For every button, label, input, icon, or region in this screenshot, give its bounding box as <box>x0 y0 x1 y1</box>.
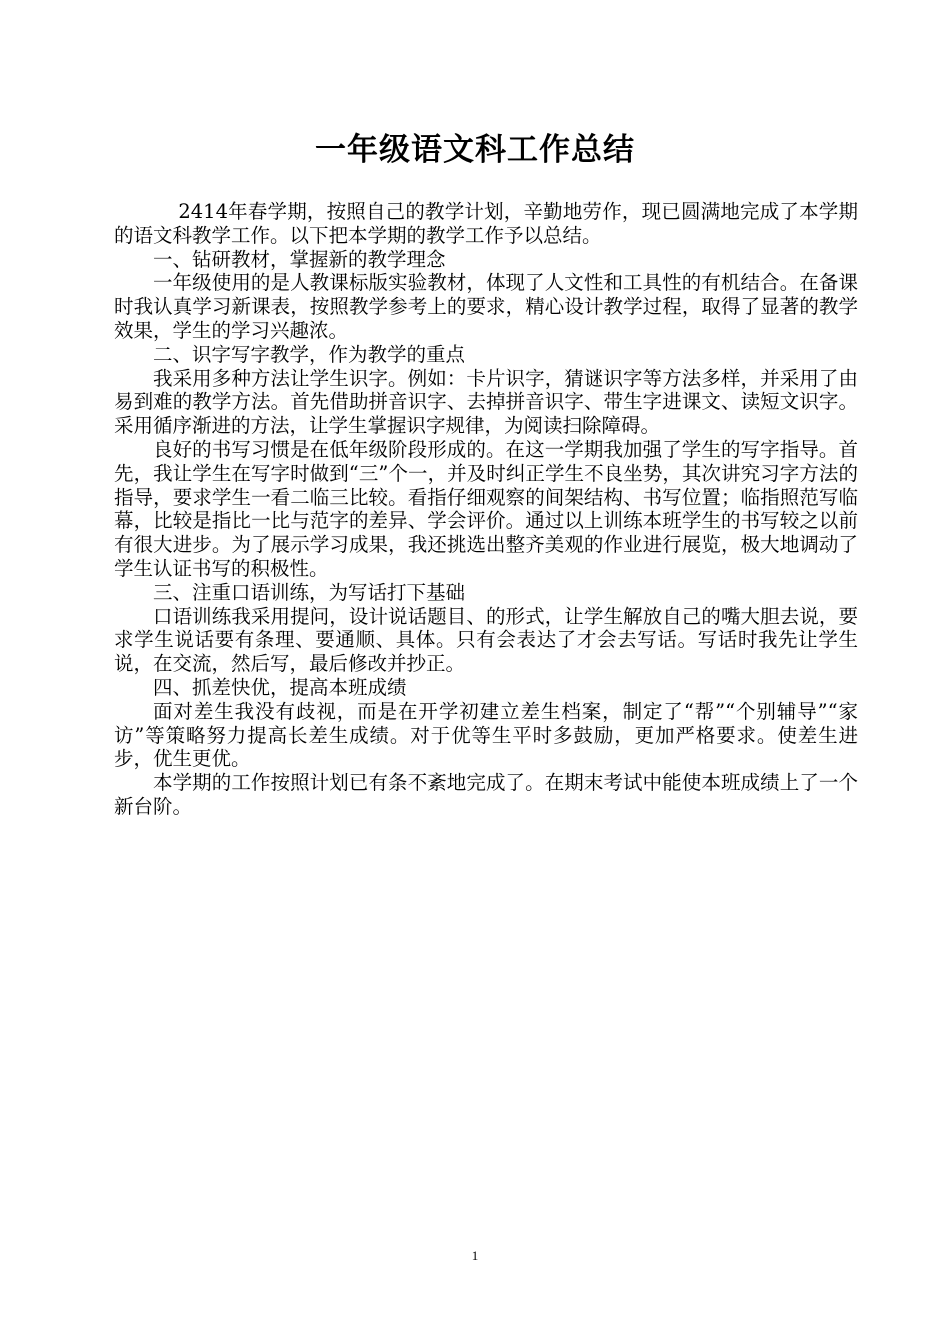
intro-paragraph: 2414年春学期，按照自己的教学计划，辛勤地劳作，现已圆满地完成了本学期的语文科教学工作。以下把本学期的教学工作予以总结。 <box>114 200 858 247</box>
closing-paragraph: 本学期的工作按照计划已有条不紊地完成了。在期末考试中能使本班成绩上了一个新台阶。 <box>114 771 858 818</box>
document-title: 一年级语文科工作总结 <box>315 132 635 168</box>
section-paragraph-2a: 我采用多种方法让学生识字。例如：卡片识字，猜谜识字等方法多样，并采用了由易到难的教学方法。首先借助拼音识字、去掉拼音识字、带生字进课文、读短文识字。采用循序渐进的方法，让学生掌握识字规律，为阅读扫除障碍。 <box>114 366 858 438</box>
section-heading-3: 三、注重口语训练，为写话打下基础 <box>153 580 466 604</box>
section-paragraph-3: 口语训练我采用提问，设计说话题目、的形式，让学生解放自己的嘴大胆去说，要求学生说话要有条理、要通顺、具体。只有会表达了才会去写话。写话时我先让学生说，在交流，然后写，最后修改并抄正。 <box>114 604 858 676</box>
section-heading-4: 四、抓差快优，提高本班成绩 <box>153 675 407 699</box>
section-heading-1: 一、钻研教材，掌握新的教学理念 <box>153 247 446 271</box>
section-paragraph-2b: 良好的书写习惯是在低年级阶段形成的。在这一学期我加强了学生的写字指导。首先，我让学生在写字时做到“三”个一，并及时纠正学生不良坐势，其次讲究习字方法的指导，要求学生一看二临三比较。看指仔细观察的间架结构、书写位置；临指照范写临幕，比较是指比一比与范字的差异、学会评价。通过以上训练本班学生的书写较之以前有很大进步。为了展示学习成果，我还挑选出整齐美观的作业进行展览，极大地调动了学生认证书写的积极性。 <box>114 437 858 580</box>
section-paragraph-1: 一年级使用的是人教课标版实验教材，体现了人文性和工具性的有机结合。在备课时我认真学习新课表，按照教学参考上的要求，精心设计教学过程，取得了显著的教学效果，学生的学习兴趣浓。 <box>114 271 858 342</box>
section-heading-2: 二、识字写字教学，作为教学的重点 <box>153 342 466 366</box>
section-paragraph-4: 面对差生我没有歧视，而是在开学初建立差生档案，制定了“帮”“个别辅导”“家访”等策略努力提高长差生成绩。对于优等生平时多鼓励，更加严格要求。使差生进步，优生更优。 <box>114 699 858 771</box>
document-body <box>114 200 858 819</box>
page-number: 1 <box>471 1248 479 1263</box>
